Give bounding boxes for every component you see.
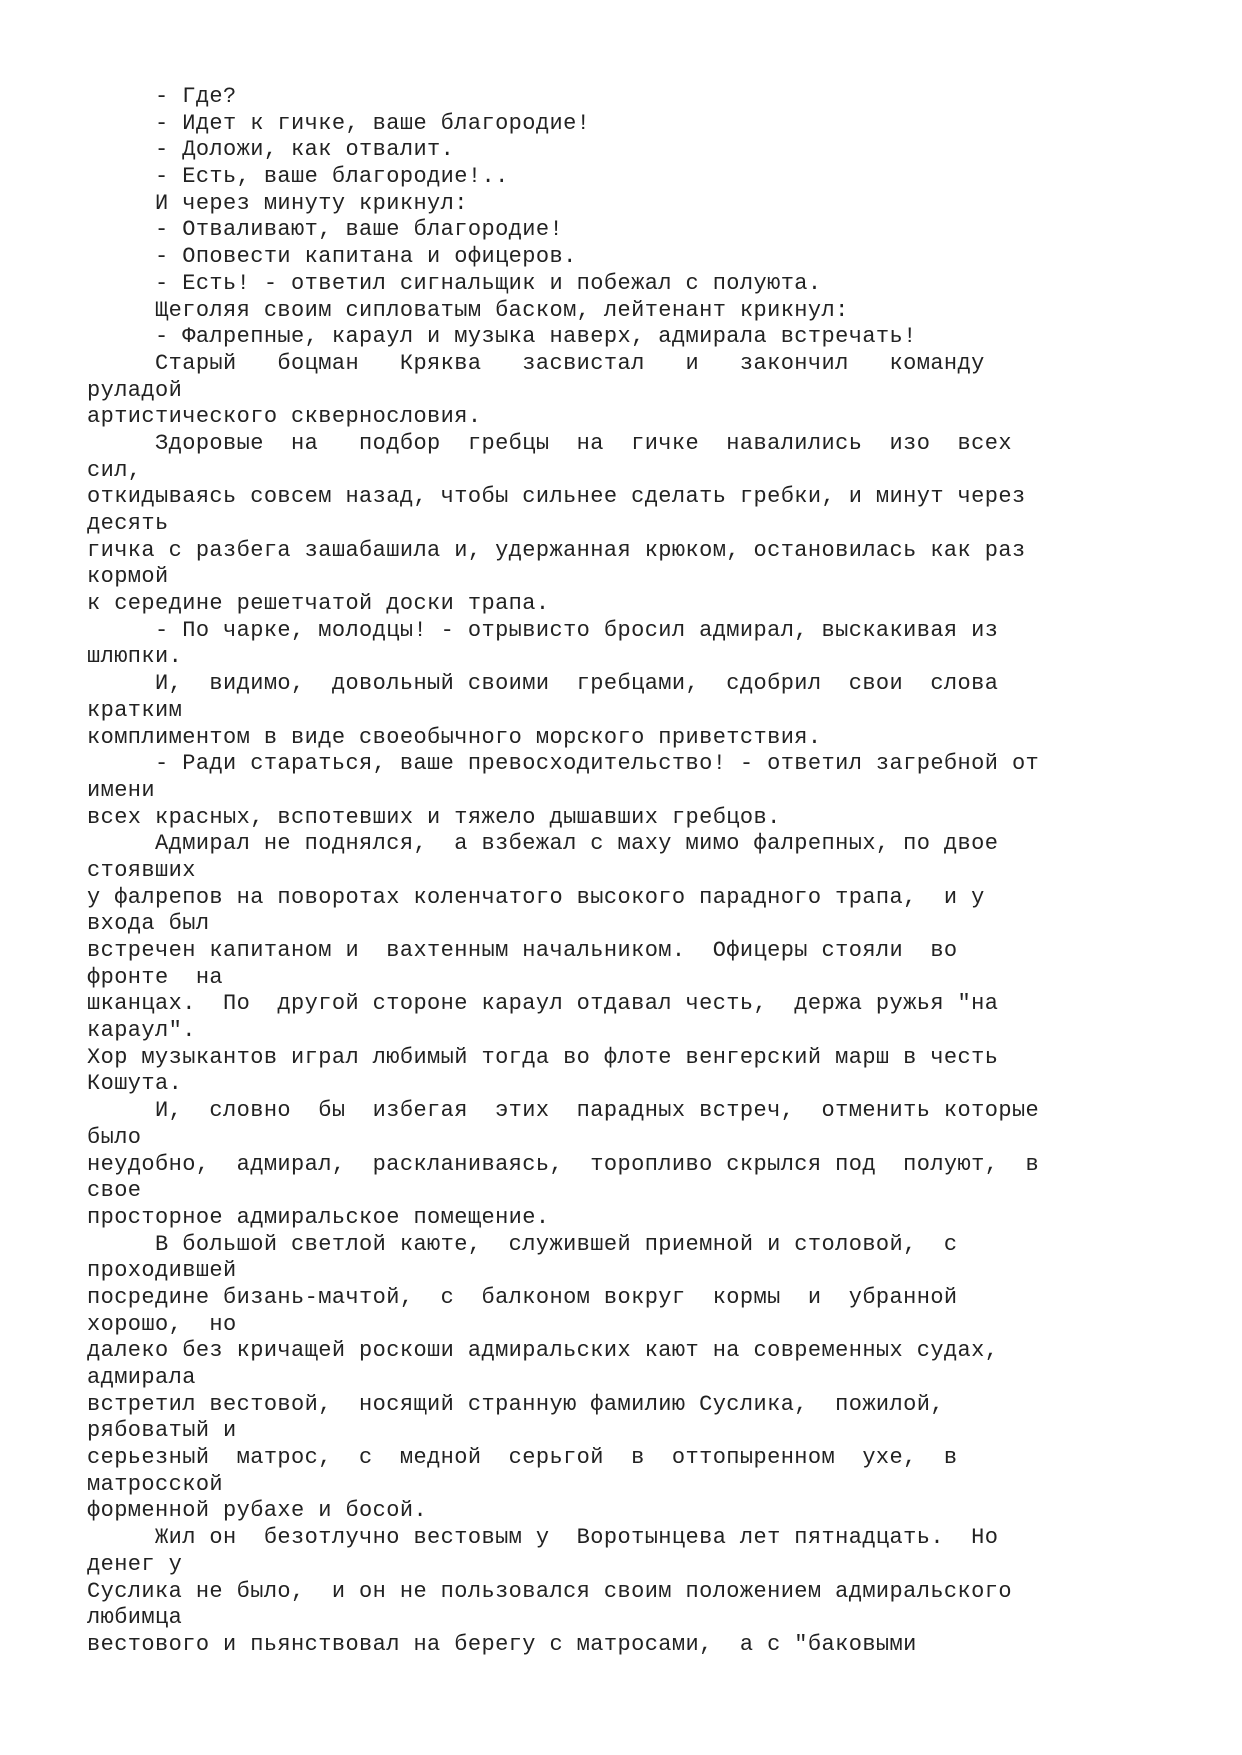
text-line: И, видимо, довольный своими гребцами, сдобрил свои слова bbox=[87, 671, 999, 697]
text-line: - Доложи, как отвалит. bbox=[87, 137, 455, 163]
text-line: Здоровые на подбор гребцы на гичке навалились изо всех bbox=[87, 430, 1012, 456]
text-line: - Отваливают, ваше благородие! bbox=[87, 217, 564, 243]
text-line: неудобно, адмирал, раскланиваясь, торопливо скрылся под полуют, в bbox=[87, 1151, 1040, 1177]
document-text bbox=[87, 84, 1187, 1659]
text-line: свое bbox=[87, 1178, 142, 1204]
text-line: откидываясь совсем назад, чтобы сильнее сделать гребки, и минут через bbox=[87, 484, 1026, 510]
text-line: И через минуту крикнул: bbox=[87, 190, 468, 216]
text-line: фронте на bbox=[87, 964, 224, 990]
text-line: сил, bbox=[87, 457, 142, 483]
text-line: стоявших bbox=[87, 857, 196, 883]
text-line: комплиментом в виде своеобычного морского приветствия. bbox=[87, 724, 822, 750]
text-line: кратким bbox=[87, 697, 183, 723]
text-line: шканцах. По другой стороне караул отдавал честь, держа ружья "на bbox=[87, 991, 999, 1017]
text-line: караул". bbox=[87, 1018, 196, 1044]
text-line: было bbox=[87, 1124, 142, 1150]
text-line: шлюпки. bbox=[87, 644, 183, 670]
text-line: вестового и пьянствовал на берегу с матросами, а с "баковыми bbox=[87, 1631, 917, 1657]
text-line: входа был bbox=[87, 911, 210, 937]
text-line: - Есть! - ответил сигнальщик и побежал с полуюта. bbox=[87, 270, 822, 296]
text-line: И, словно бы избегая этих парадных встреч, отменить которые bbox=[87, 1098, 1040, 1124]
text-line: просторное адмиральское помещение. bbox=[87, 1204, 550, 1230]
text-line: - Идет к гичке, ваше благородие! bbox=[87, 110, 591, 136]
text-line: рябоватый и bbox=[87, 1418, 237, 1444]
text-line: - Где? bbox=[87, 84, 237, 109]
text-line: Хор музыкантов играл любимый тогда во флоте венгерский марш в честь bbox=[87, 1044, 999, 1070]
text-line: адмирала bbox=[87, 1365, 196, 1390]
text-line: серьезный матрос, с медной серьгой в оттопыренном ухе, в bbox=[87, 1445, 958, 1471]
text-line: форменной рубахе и босой. bbox=[87, 1498, 428, 1524]
text-line: - Фалрепные, караул и музыка наверх, адмирала встречать! bbox=[87, 324, 917, 350]
text-line: Кошута. bbox=[87, 1071, 183, 1097]
text-line: Адмирал не поднялся, а взбежал с маху мимо фалрепных, по двое bbox=[87, 831, 999, 857]
text-line: - По чарке, молодцы! - отрывисто бросил адмирал, выскакивая из bbox=[87, 617, 999, 643]
text-line: - Оповести капитана и офицеров. bbox=[87, 244, 577, 270]
text-line: имени bbox=[87, 777, 156, 803]
text-line: Суслика не было, и он не пользовался своим положением адмиральского bbox=[87, 1578, 1012, 1604]
text-line: встречен капитаном и вахтенным начальником. Офицеры стояли во bbox=[87, 938, 958, 963]
text-line: встретил вестовой, носящий странную фамилию Суслика, пожилой, bbox=[87, 1391, 944, 1417]
text-line: - Есть, ваше благородие!.. bbox=[87, 164, 509, 190]
text-line: руладой bbox=[87, 377, 183, 403]
text-line: всех красных, вспотевших и тяжело дышавших гребцов. bbox=[87, 804, 781, 830]
text-line: кормой bbox=[87, 564, 169, 590]
text-line: хорошо, но bbox=[87, 1311, 237, 1337]
text-line: Жил он безотлучно вестовым у Воротынцева лет пятнадцать. Но bbox=[87, 1525, 999, 1551]
text-line: В большой светлой каюте, служившей приемной и столовой, с bbox=[87, 1231, 958, 1257]
text-line: - Ради стараться, ваше превосходительство! - ответил загребной от bbox=[87, 751, 1040, 777]
text-line: у фалрепов на поворотах коленчатого высокого парадного трапа, и у bbox=[87, 884, 985, 910]
text-line: проходившей bbox=[87, 1258, 237, 1284]
text-line: далеко без кричащей роскоши адмиральских кают на современных судах, bbox=[87, 1338, 999, 1364]
text-line: к середине решетчатой доски трапа. bbox=[87, 591, 550, 617]
text-line: десять bbox=[87, 511, 169, 536]
text-line: Щеголяя своим сипловатым баском, лейтенант крикнул: bbox=[87, 297, 849, 323]
text-line: Старый боцман Кряква засвистал и закончил команду bbox=[87, 350, 985, 376]
text-line: матросской bbox=[87, 1471, 224, 1497]
text-line: посредине бизань-мачтой, с балконом вокруг кормы и убранной bbox=[87, 1284, 958, 1310]
text-line: денег у bbox=[87, 1551, 183, 1577]
text-line: любимца bbox=[87, 1605, 183, 1631]
text-line: артистического сквернословия. bbox=[87, 404, 482, 430]
text-line: гичка с разбега зашабашила и, удержанная крюком, остановилась как раз bbox=[87, 537, 1026, 563]
